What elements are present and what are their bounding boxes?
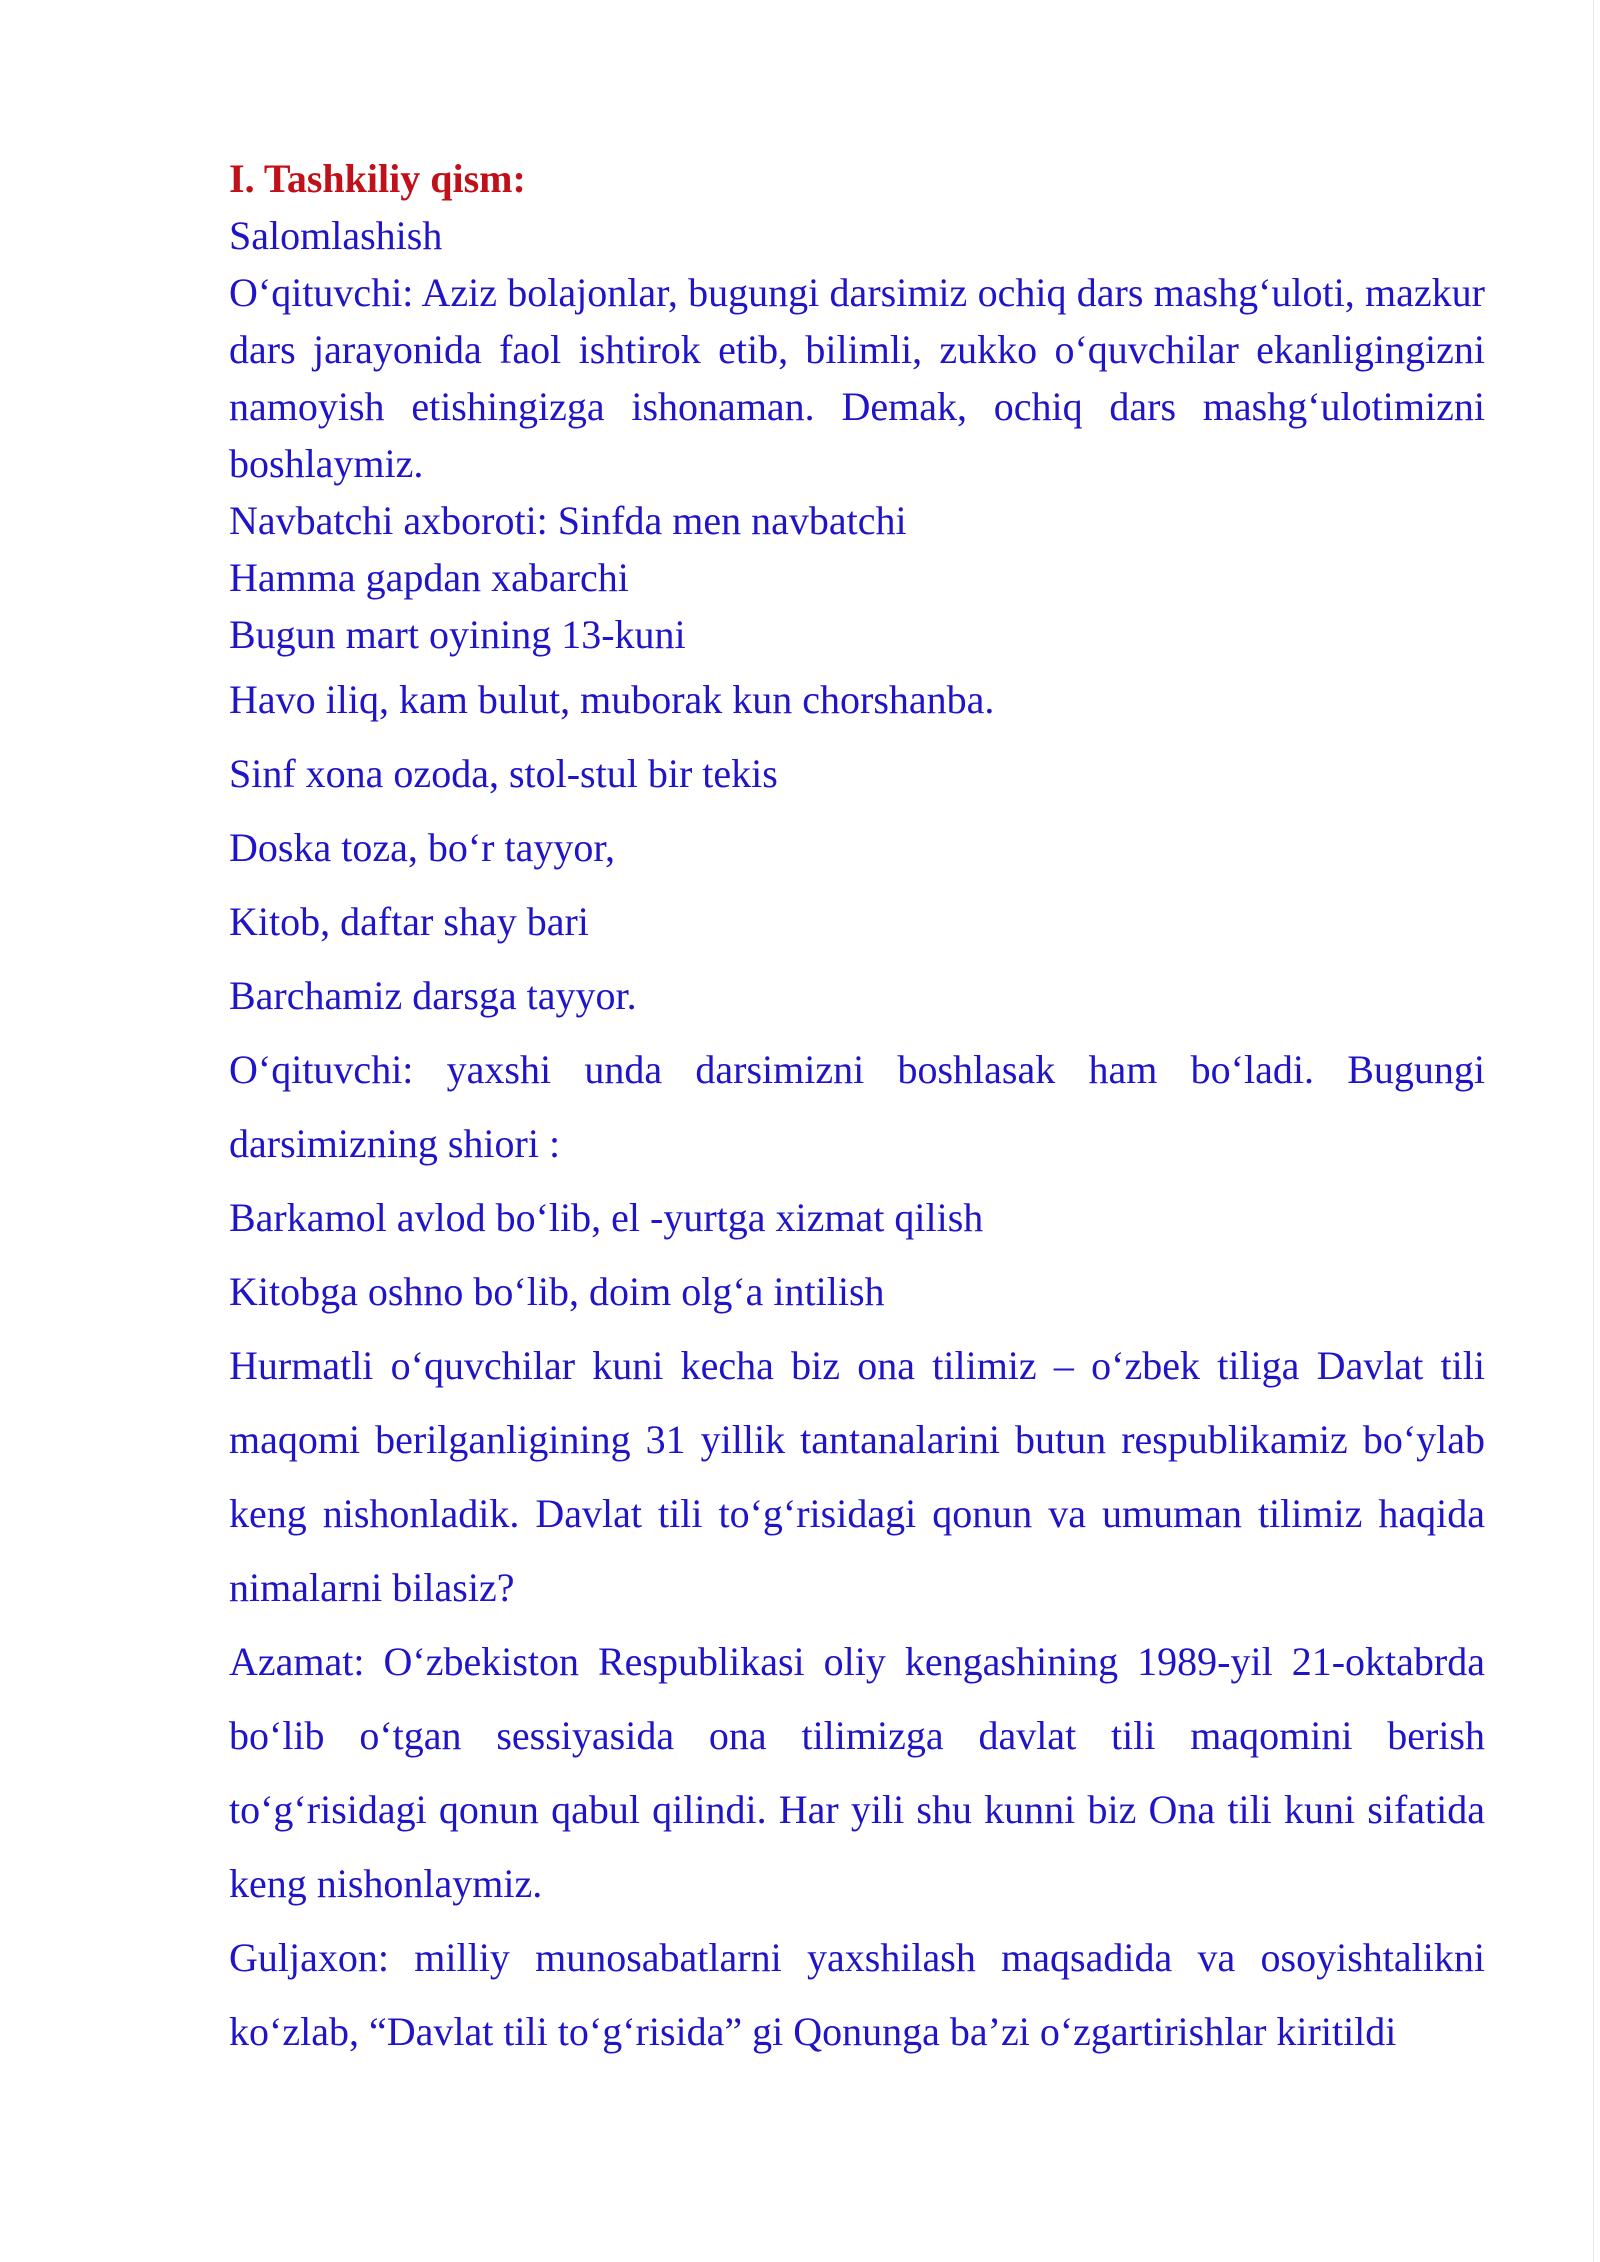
lesson-block <box>229 663 1485 2069</box>
motto-line: Kitobga oshno bo‘lib, doim olg‘a intilish <box>229 1269 885 1314</box>
teacher-opening-paragraph: O‘qituvchi: Aziz bolajonlar, bugungi darsimiz ochiq dars mashg‘uloti, mazkur dars jarayonida faol ishtirok etib, bilimli, zukko o‘quvchilar ekanligingizni namoyish etishingizga ishonaman. Demak, ochiq dars mashg‘ulotimizni boshlaymiz. <box>229 270 1485 486</box>
greeting-line: Salomlashish <box>229 213 443 258</box>
poem-line: Kitob, daftar shay bari <box>229 899 589 944</box>
section-heading: I. Tashkiliy qism: <box>229 156 526 201</box>
intro-block <box>229 207 1485 663</box>
poem-line: Barchamiz darsga tayyor. <box>229 973 637 1018</box>
student-answer-azamat: Azamat: O‘zbekiston Respublikasi oliy kengashining 1989-yil 21-oktabrda bo‘lib o‘tgan sessiyasida ona tilimizga davlat tili maqomini berish to‘g‘risidagi qonun qabul qilindi. Har yili shu kunni biz Ona tili kuni sifatida keng nishonlaymiz. <box>229 1639 1485 1906</box>
teacher-question-paragraph: Hurmatli o‘quvchilar kuni kecha biz ona tilimiz – o‘zbek tiliga Davlat tili maqomi berilganligining 31 yillik tantanalarini butun respublikamiz bo‘ylab keng nishonladik. Davlat tili to‘g‘risidagi qonun va umuman tilimiz haqida nimalarni bilasiz? <box>229 1343 1485 1610</box>
poem-line: Sinf xona ozoda, stol-stul bir tekis <box>229 751 778 796</box>
teacher-motto-paragraph: O‘qituvchi: yaxshi unda darsimizni boshlasak ham bo‘ladi. Bugungi darsimizning shiori : <box>229 1047 1485 1166</box>
duty-report-line: Navbatchi axboroti: Sinfda men navbatchi <box>229 498 907 543</box>
motto-line: Barkamol avlod bo‘lib, el -yurtga xizmat qilish <box>229 1195 984 1240</box>
document-body <box>229 150 1485 2069</box>
poem-line: Bugun mart oyining 13-kuni <box>229 612 686 657</box>
poem-line: Havo iliq, kam bulut, muborak kun chorshanba. <box>229 677 995 722</box>
poem-line: Hamma gapdan xabarchi <box>229 555 629 600</box>
page-edge <box>1593 0 1594 2262</box>
poem-line: Doska toza, bo‘r tayyor, <box>229 825 616 870</box>
student-answer-guljaxon: Guljaxon: milliy munosabatlarni yaxshilash maqsadida va osoyishtalikni ko‘zlab, “Davlat tili to‘g‘risida” gi Qonunga ba’zi o‘zgartirishlar kiritildi <box>229 1935 1485 2054</box>
